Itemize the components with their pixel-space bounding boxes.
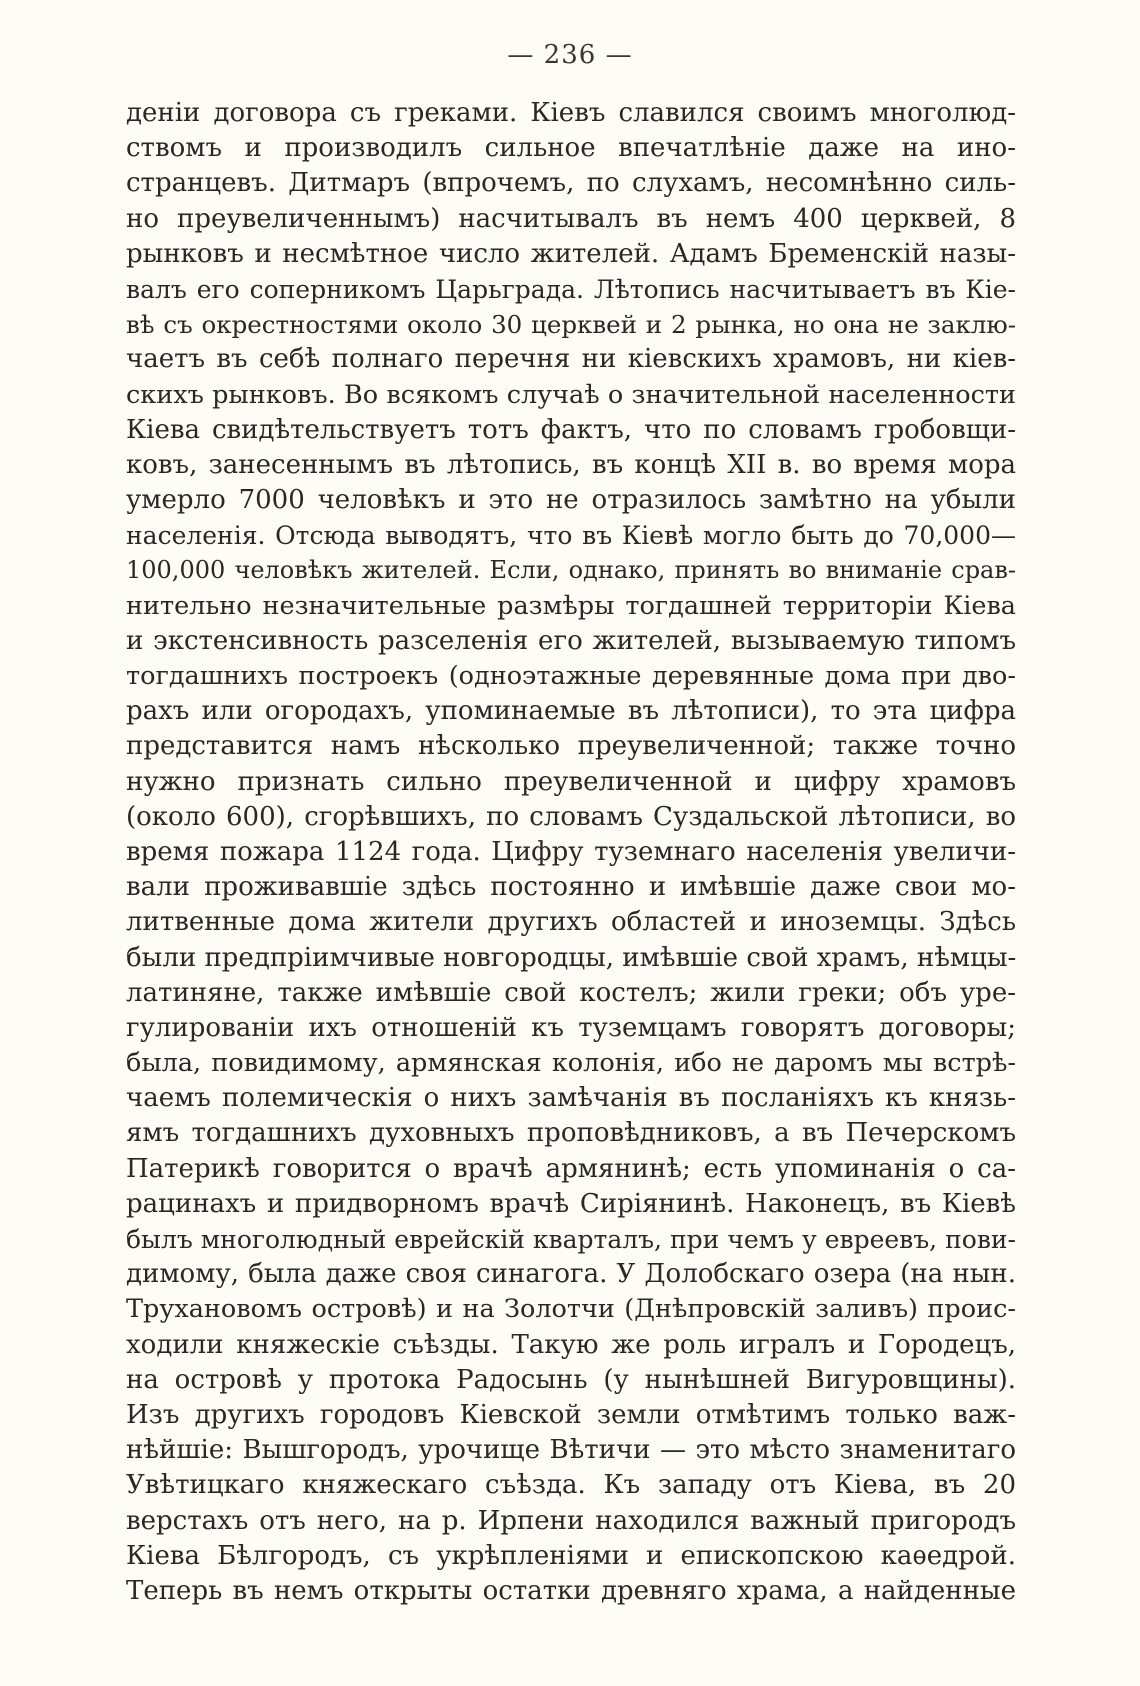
text-line: Кіева Бѣлгородъ, съ укрѣпленіями и епископскою каѳедрой. — [126, 1540, 1016, 1571]
text-line: ковъ, занесеннымъ въ лѣтопись, въ концѣ XII в. во время мора — [126, 449, 1016, 480]
text-line: рынковъ и несмѣтное число жителей. Адамъ Бременскій назы- — [126, 238, 1016, 269]
text-line: вали проживавшіе здѣсь постоянно и имѣвшіе даже свои мо- — [126, 872, 1016, 903]
text-line: представится намъ нѣсколько преувеличенной; также точно — [126, 731, 1016, 762]
text-line: Патерикѣ говорится о врачѣ армянинѣ; есть упоминанія о са- — [126, 1153, 1016, 1184]
text-line: Изъ другихъ городовъ Кіевской земли отмѣтимъ только важ- — [126, 1399, 1016, 1430]
text-line: рахъ или огородахъ, упоминаемые въ лѣтописи), то эта цифра — [126, 696, 1016, 727]
text-line: (около 600), сгорѣвшихъ, по словамъ Суздальской лѣтописи, во — [126, 801, 1016, 832]
text-line: населенія. Отсюда выводятъ, что въ Кіевѣ могло быть до 70,000— — [126, 521, 1016, 551]
text-line: димому, была даже своя синагога. У Долобскаго озера (на нын. — [126, 1259, 1016, 1290]
text-line: но преувеличеннымъ) насчитывалъ въ немъ 400 церквей, 8 — [126, 203, 1016, 234]
text-line: рацинахъ и придворномъ врачѣ Сиріянинѣ. Наконецъ, въ Кіевѣ — [126, 1188, 1016, 1219]
text-line: странцевъ. Дитмаръ (впрочемъ, по слухамъ, несомнѣнно силь- — [126, 168, 1016, 199]
text-line: гулированіи ихъ отношеній къ туземцамъ говорятъ договоры; — [126, 1012, 1016, 1043]
body-text — [126, 96, 1016, 1609]
text-line: валъ его соперникомъ Царьграда. Лѣтопись насчитываетъ въ Кіе- — [126, 274, 1016, 304]
text-line: скихъ рынковъ. Во всякомъ случаѣ о значительной населенности — [126, 379, 1016, 410]
text-line: вѣ съ окрестностями около 30 церквей и 2 рынка, но она не заклю- — [126, 310, 1016, 340]
text-line: нительно незначительные размѣры тогдашней территоріи Кіева — [126, 590, 1016, 621]
text-line: Увѣтицкаго княжескаго съѣзда. Къ западу отъ Кіева, въ 20 — [126, 1470, 1016, 1501]
text-line: и экстенсивность разселенія его жителей, вызываемую типомъ — [126, 625, 1016, 656]
text-line: ходили княжескіе съѣзды. Такую же роль игралъ и Городецъ, — [126, 1329, 1016, 1360]
text-line: Трухановомъ островѣ) и на Золотчи (Днѣпровскій заливъ) проис- — [126, 1294, 1016, 1325]
text-line: тогдашнихъ построекъ (одноэтажные деревянные дома при дво- — [126, 661, 1016, 691]
text-line: нужно признать сильно преувеличенной и цифру храмовъ — [126, 766, 1016, 797]
text-line: былъ многолюдный еврейскій кварталъ, при чемъ у евреевъ, пови- — [126, 1225, 1016, 1254]
text-line: чаемъ полемическія о нихъ замѣчанія въ посланіяхъ къ князь- — [126, 1083, 1016, 1114]
text-line: на островѣ у протока Радосынь (у нынѣшней Вигуровщины). — [126, 1364, 1016, 1395]
text-line: была, повидимому, армянская колонія, ибо не даромъ мы встрѣ- — [126, 1048, 1016, 1079]
text-line: ямъ тогдашнихъ духовныхъ проповѣдниковъ, а въ Печерскомъ — [126, 1118, 1016, 1149]
text-line: Теперь въ немъ открыты остатки древняго храма, а найденные — [126, 1575, 1016, 1606]
text-line: умерло 7000 человѣкъ и это не отразилось замѣтно на убыли — [126, 485, 1016, 516]
text-line: нѣйшіе: Вышгородъ, урочище Вѣтичи — это мѣсто знаменитаго — [126, 1435, 1016, 1466]
text-line: Кіева свидѣтельствуетъ тотъ фактъ, что по словамъ гробовщи- — [126, 414, 1016, 445]
text-line: деніи договора съ греками. Кіевъ славился своимъ многолюд- — [126, 98, 1016, 128]
text-line: чаетъ въ себѣ полнаго перечня ни кіевскихъ храмовъ, ни кіев- — [126, 344, 1016, 375]
text-line: 100,000 человѣкъ жителей. Если, однако, принять во вниманіе срав- — [126, 556, 1016, 585]
text-line: литвенные дома жители другихъ областей и иноземцы. Здѣсь — [126, 907, 1016, 938]
page-number: — 236 — — [507, 40, 633, 70]
text-line: были предпріимчивые новгородцы, имѣвшіе свой храмъ, нѣмцы- — [126, 942, 1016, 973]
text-line: верстахъ отъ него, на р. Ирпени находился важный пригородъ — [126, 1505, 1016, 1536]
text-line: латиняне, также имѣвшіе свой костелъ; жили греки; объ уре- — [126, 977, 1016, 1008]
text-line: время пожара 1124 года. Цифру туземнаго населенія увеличи- — [126, 836, 1016, 867]
text-line: ствомъ и производилъ сильное впечатлѣніе даже на ино- — [126, 133, 1016, 164]
